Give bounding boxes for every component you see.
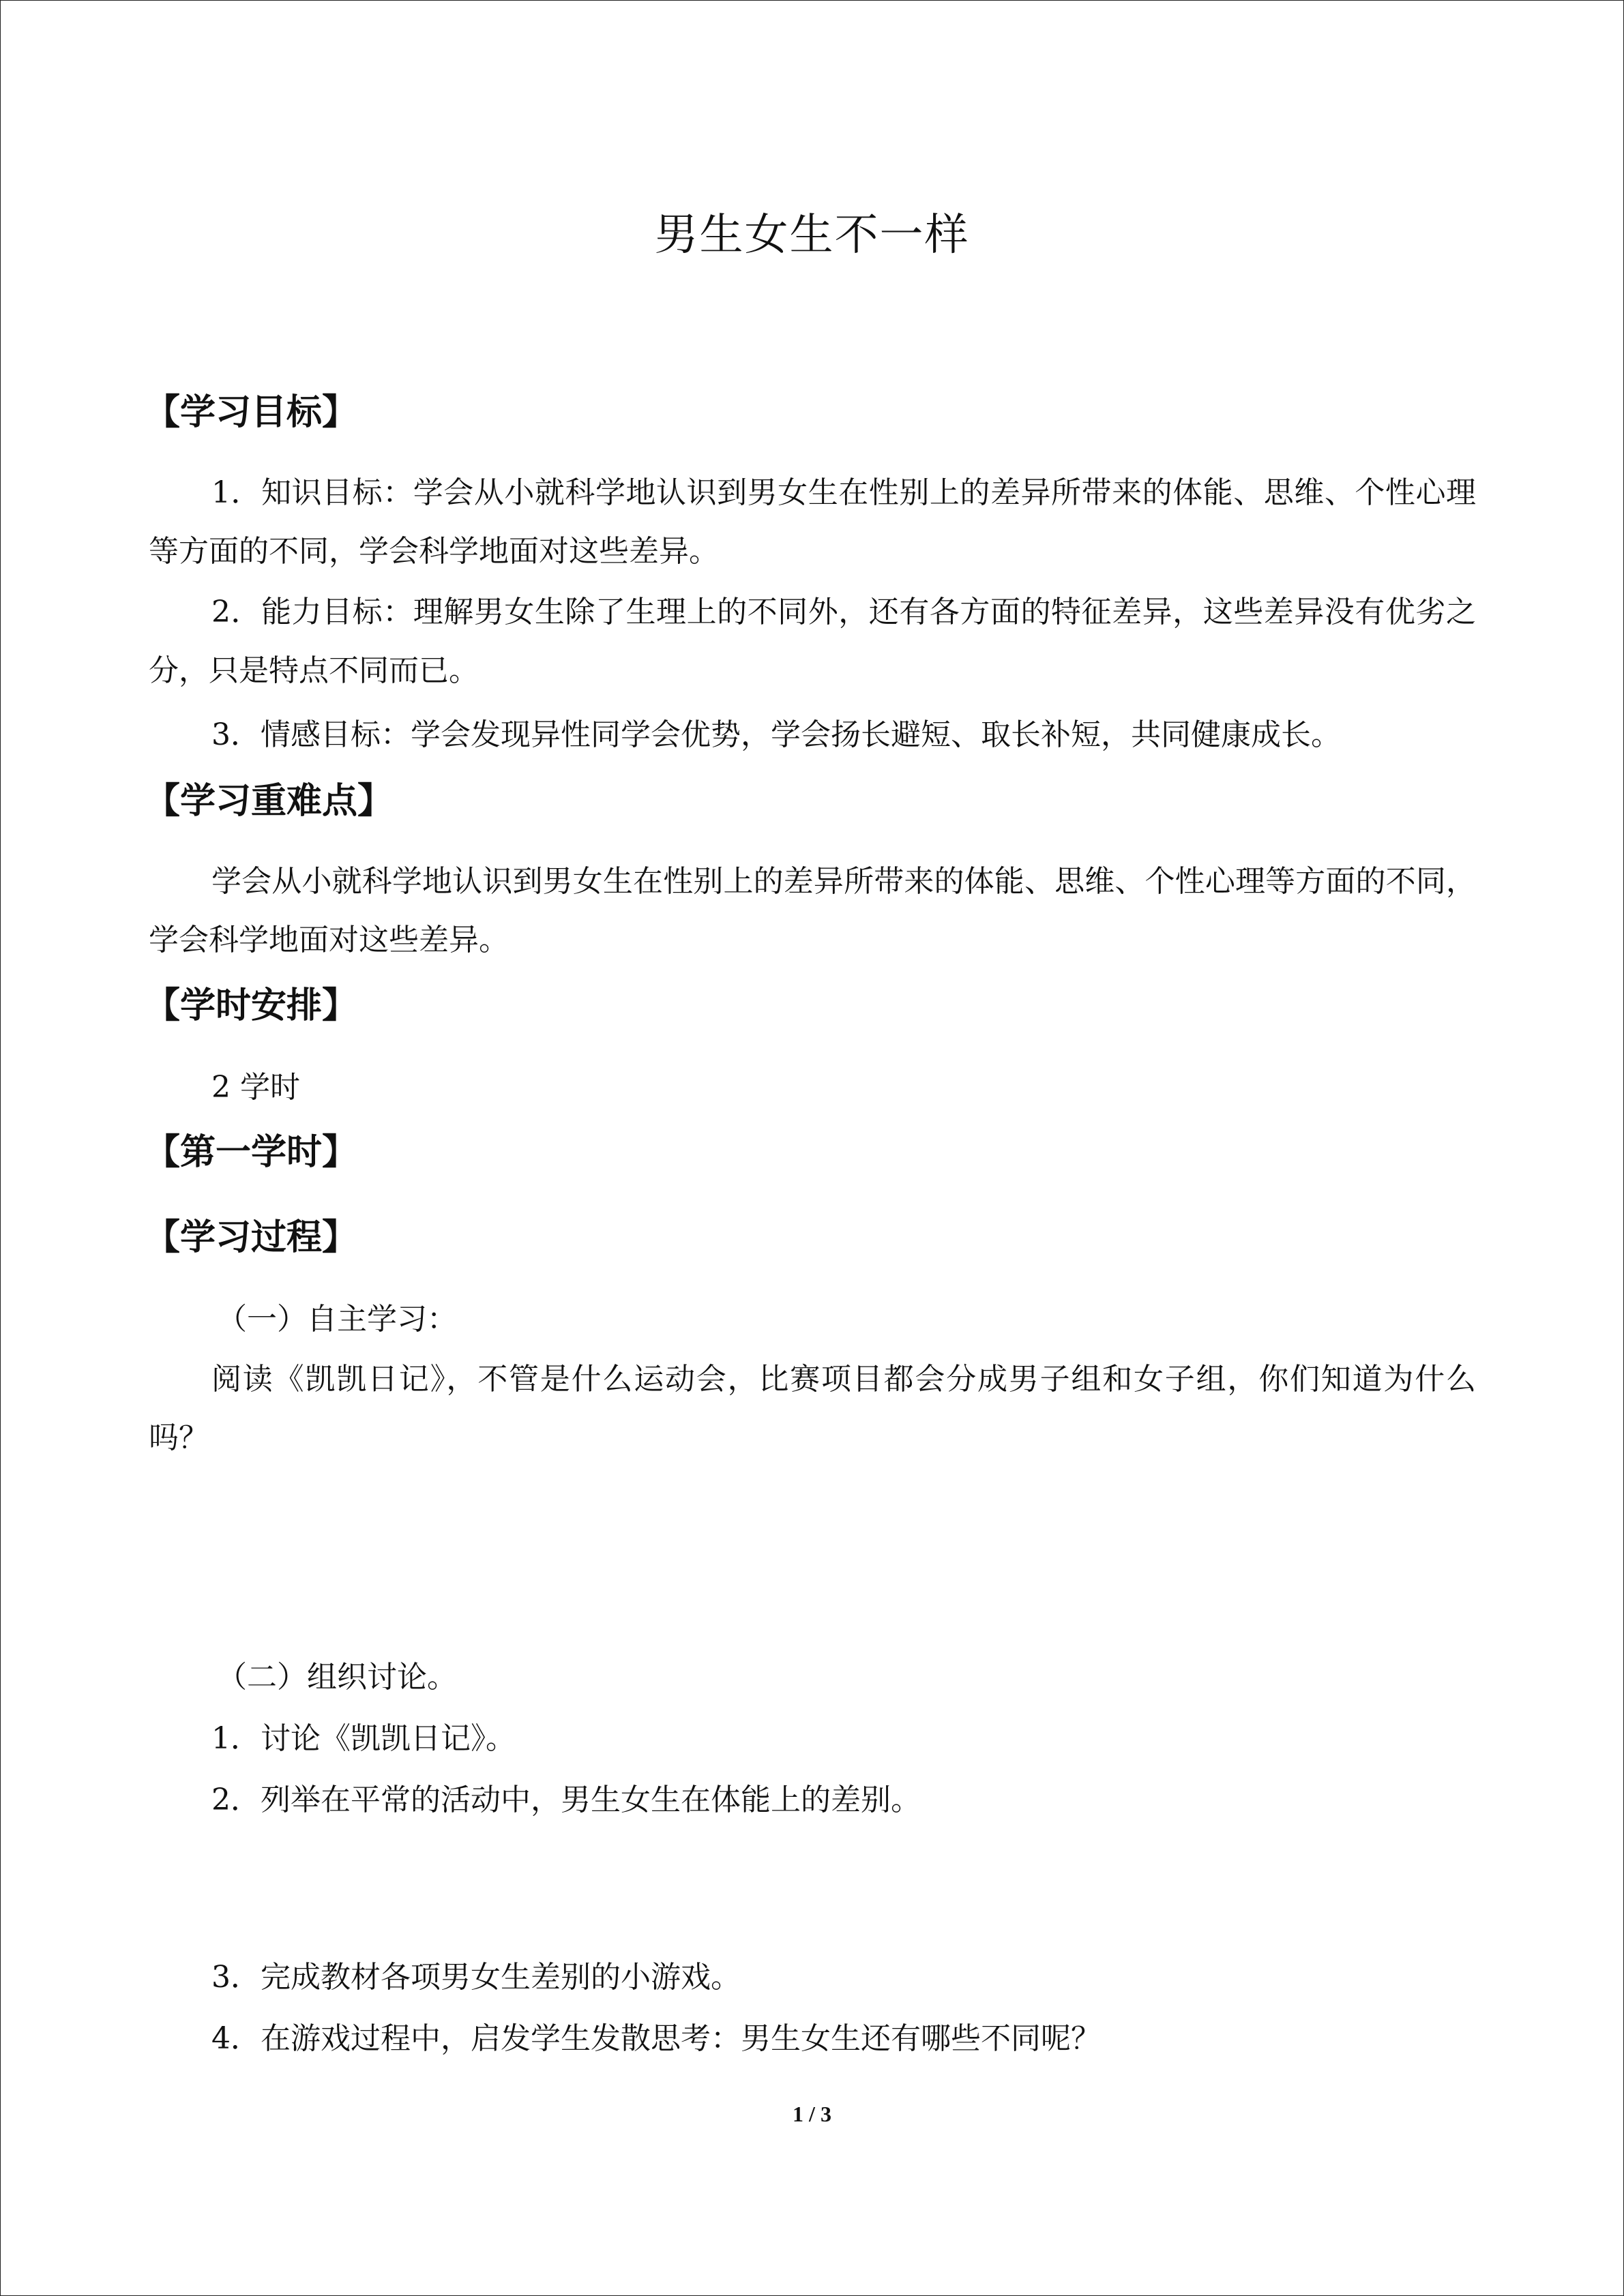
self-study-text: 阅读《凯凯日记》，不管是什么运动会，比赛项目都会分成男子组和女子组，你们知道为什么吗？	[149, 1362, 1476, 1455]
document-title: 男生女生不一样	[654, 210, 970, 260]
heading-first-period: 【第一学时】	[145, 1132, 358, 1173]
objective-item-1: 1．知识目标：学会从小就科学地认识到男女生在性别上的差异所带来的体能、思维、个性心理等方面的不同，学会科学地面对这些差异。	[149, 475, 1476, 569]
discussion-item-3: 3．完成教材各项男女生差别的小游戏。	[211, 1960, 741, 1995]
heading-objectives: 【学习目标】	[145, 392, 358, 433]
discussion-label: （二）组织讨论。	[217, 1660, 457, 1695]
schedule-text: 2 学时	[211, 1070, 300, 1105]
page-number: 1 / 3	[793, 2102, 831, 2126]
discussion-item-1: 1．讨论《凯凯日记》。	[211, 1721, 516, 1756]
heading-key-points: 【学习重难点】	[145, 781, 394, 822]
objective-item-2: 2．能力目标：理解男女生除了生理上的不同外，还有各方面的特征差异，这些差异没有优劣之分，只是特点不同而已。	[149, 595, 1476, 688]
objective-item-3: 3．情感目标：学会发现异性同学会优势，学会扬长避短、取长补短，共同健康成长。	[211, 717, 1341, 752]
self-study-label: （一）自主学习：	[217, 1302, 457, 1337]
heading-process: 【学习过程】	[145, 1217, 358, 1258]
discussion-item-2: 2．列举在平常的活动中，男生女生在体能上的差别。	[211, 1783, 921, 1817]
heading-schedule: 【学时安排】	[145, 985, 358, 1026]
discussion-item-4: 4．在游戏过程中，启发学生发散思考：男生女生还有哪些不同呢？	[211, 2021, 1101, 2056]
key-points-text: 学会从小就科学地认识到男女生在性别上的差异所带来的体能、思维、个性心理等方面的不同，学会科学地面对这些差异。	[149, 864, 1476, 957]
